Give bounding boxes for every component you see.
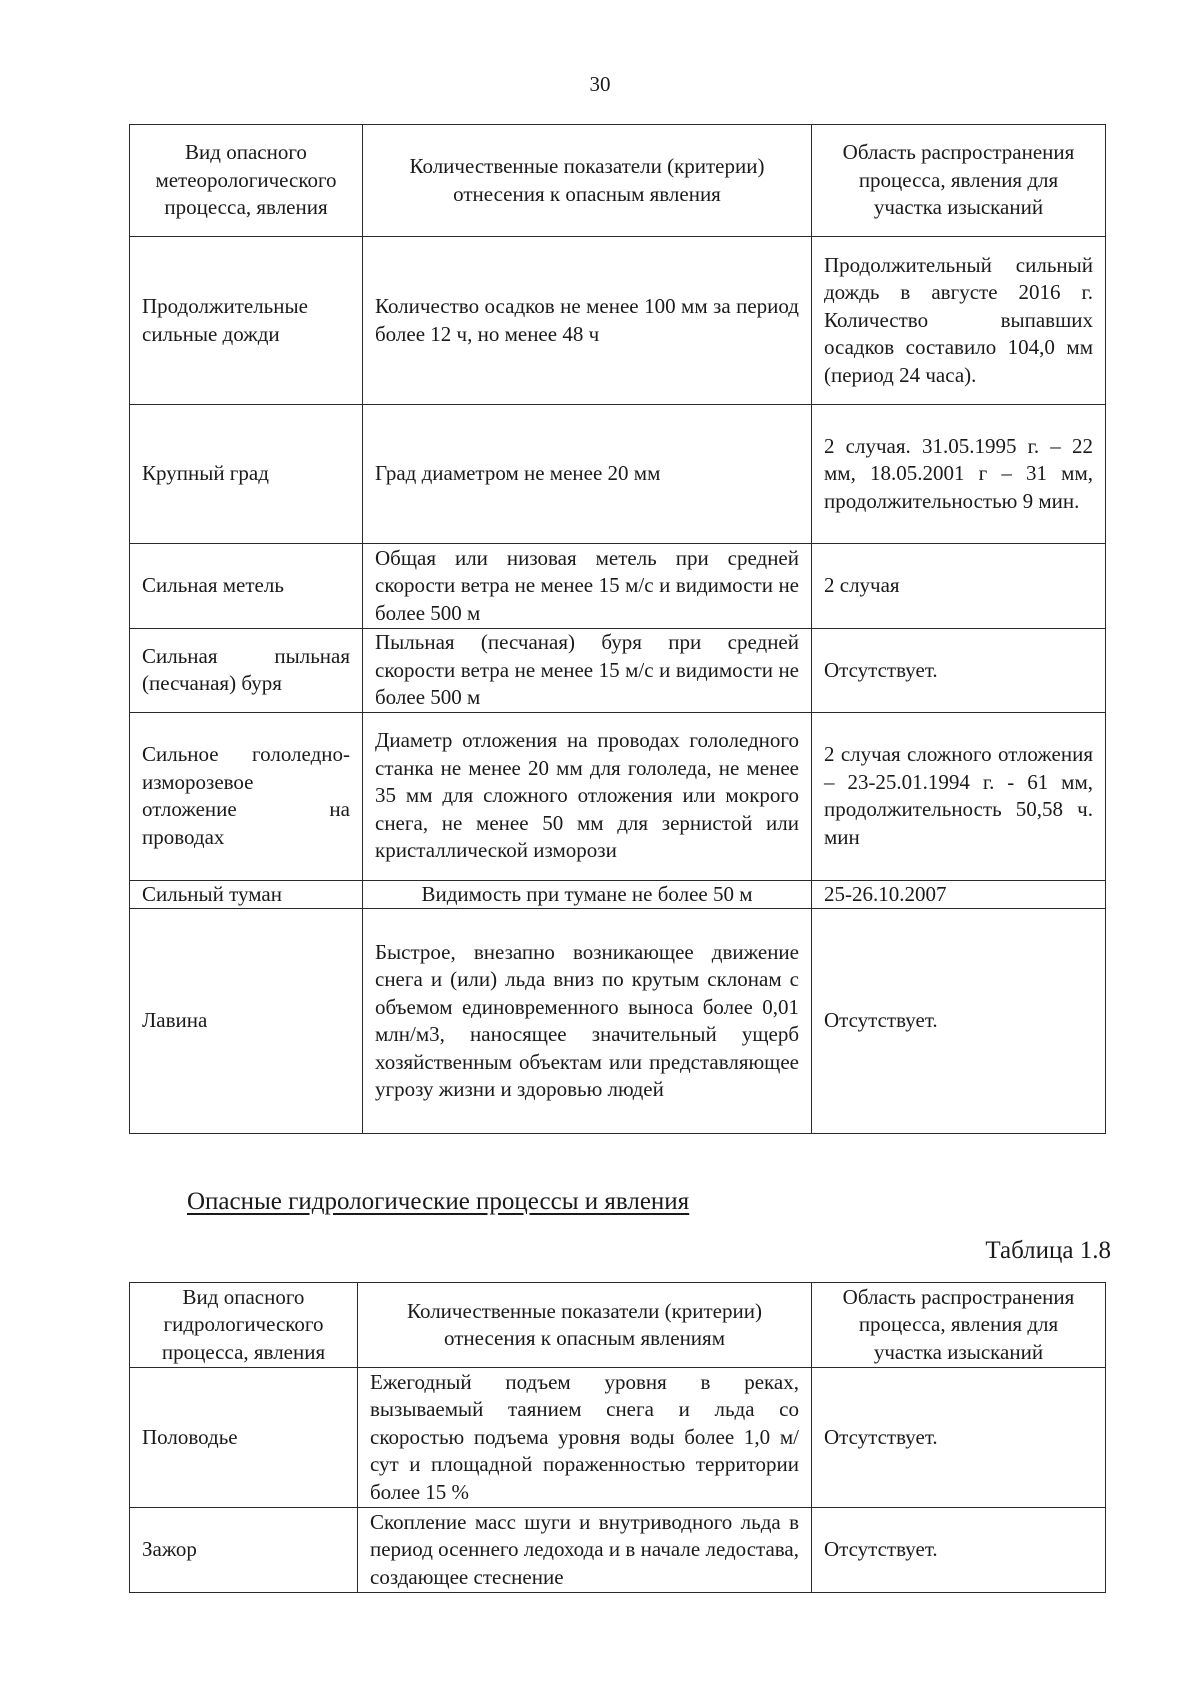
criteria-cell: Быстрое, внезапно возникающее движение снега и (или) льда вниз по крутым склонам с объемом единовременного выноса более 0,01 млн/м3, наносящее значительный ущерб хозяйственным объектам или представляющее угрозу жизни и здоровью людей <box>363 909 812 1134</box>
criteria-cell: Общая или низовая метель при средней скорости ветра не менее 15 м/с и видимости не более 500 м <box>363 544 812 629</box>
table-row <box>130 544 1106 629</box>
table-row <box>130 880 1106 909</box>
criteria-cell: Ежегодный подъем уровня в реках, вызываемый таянием снега и льда со скоростью подъема уровня воды более 1,0 м/сут и площадной пораженностью территории более 15 % <box>358 1368 812 1508</box>
occurrence-cell: Продолжительный сильный дождь в августе 2016 г. Количество выпавших осадков составило 104,0 мм (период 24 часа). <box>812 237 1106 405</box>
occurrence-cell: Отсутствует. <box>812 1508 1106 1593</box>
table-header-row <box>130 125 1106 237</box>
table-row <box>130 237 1106 405</box>
hazard-type-cell: Половодье <box>130 1368 358 1508</box>
occurrence-cell: Отсутствует. <box>812 1368 1106 1508</box>
header-cell: Вид опасного гидрологического процесса, явления <box>130 1283 358 1368</box>
section-title: Опасные гидрологические процессы и явления <box>187 1188 690 1215</box>
hazard-type-cell: Крупный град <box>130 405 363 544</box>
page-number: 30 <box>589 72 611 96</box>
hazard-type-cell: Сильное гололедно-изморозевое отложение на проводах <box>130 712 363 880</box>
table-row <box>130 1508 1106 1593</box>
meteorological-hazards-table <box>129 124 1106 1134</box>
table-row <box>130 629 1106 713</box>
occurrence-cell: 2 случая. 31.05.1995 г. – 22 мм, 18.05.2001 г – 31 мм, продолжительностью 9 мин. <box>812 405 1106 544</box>
occurrence-cell: Отсутствует. <box>812 629 1106 713</box>
hazard-type-cell: Продолжительные сильные дожди <box>130 237 363 405</box>
occurrence-cell: 25-26.10.2007 <box>812 880 1106 909</box>
hazard-type-cell: Лавина <box>130 909 363 1134</box>
header-cell: Область распространения процесса, явления для участка изысканий <box>812 1283 1106 1368</box>
occurrence-cell: 2 случая сложного отложения – 23-25.01.1994 г. - 61 мм, продолжительность 50,58 ч. мин <box>812 712 1106 880</box>
hazard-type-cell: Сильная пыльная (песчаная) буря <box>130 629 363 713</box>
criteria-cell: Количество осадков не менее 100 мм за период более 12 ч, но менее 48 ч <box>363 237 812 405</box>
criteria-cell: Диаметр отложения на проводах гололедного станка не менее 20 мм для гололеда, не менее 35 мм для сложного отложения или мокрого снега, не менее 50 мм для зернистой или кристаллической изморози <box>363 712 812 880</box>
criteria-cell: Видимость при тумане не более 50 м <box>363 880 812 909</box>
occurrence-cell: 2 случая <box>812 544 1106 629</box>
table-row <box>130 1368 1106 1508</box>
criteria-cell: Скопление масс шуги и внутриводного льда в период осеннего ледохода и в начале ледостава, создающее стеснение <box>358 1508 812 1593</box>
header-cell: Вид опасного метеорологического процесса, явления <box>130 125 363 237</box>
table-row <box>130 712 1106 880</box>
criteria-cell: Пыльная (песчаная) буря при средней скорости ветра не менее 15 м/с и видимости не более 500 м <box>363 629 812 713</box>
table-row <box>130 909 1106 1134</box>
table-row <box>130 405 1106 544</box>
table-caption: Таблица 1.8 <box>985 1237 1111 1264</box>
hydrological-hazards-table <box>129 1282 1106 1593</box>
criteria-cell: Град диаметром не менее 20 мм <box>363 405 812 544</box>
table-header-row <box>130 1283 1106 1368</box>
header-cell: Область распространения процесса, явления для участка изысканий <box>812 125 1106 237</box>
hazard-type-cell: Сильный туман <box>130 880 363 909</box>
hazard-type-cell: Зажор <box>130 1508 358 1593</box>
hazard-type-cell: Сильная метель <box>130 544 363 629</box>
header-cell: Количественные показатели (критерии) отнесения к опасным явлениям <box>358 1283 812 1368</box>
occurrence-cell: Отсутствует. <box>812 909 1106 1134</box>
header-cell: Количественные показатели (критерии) отнесения к опасным явления <box>363 125 812 237</box>
